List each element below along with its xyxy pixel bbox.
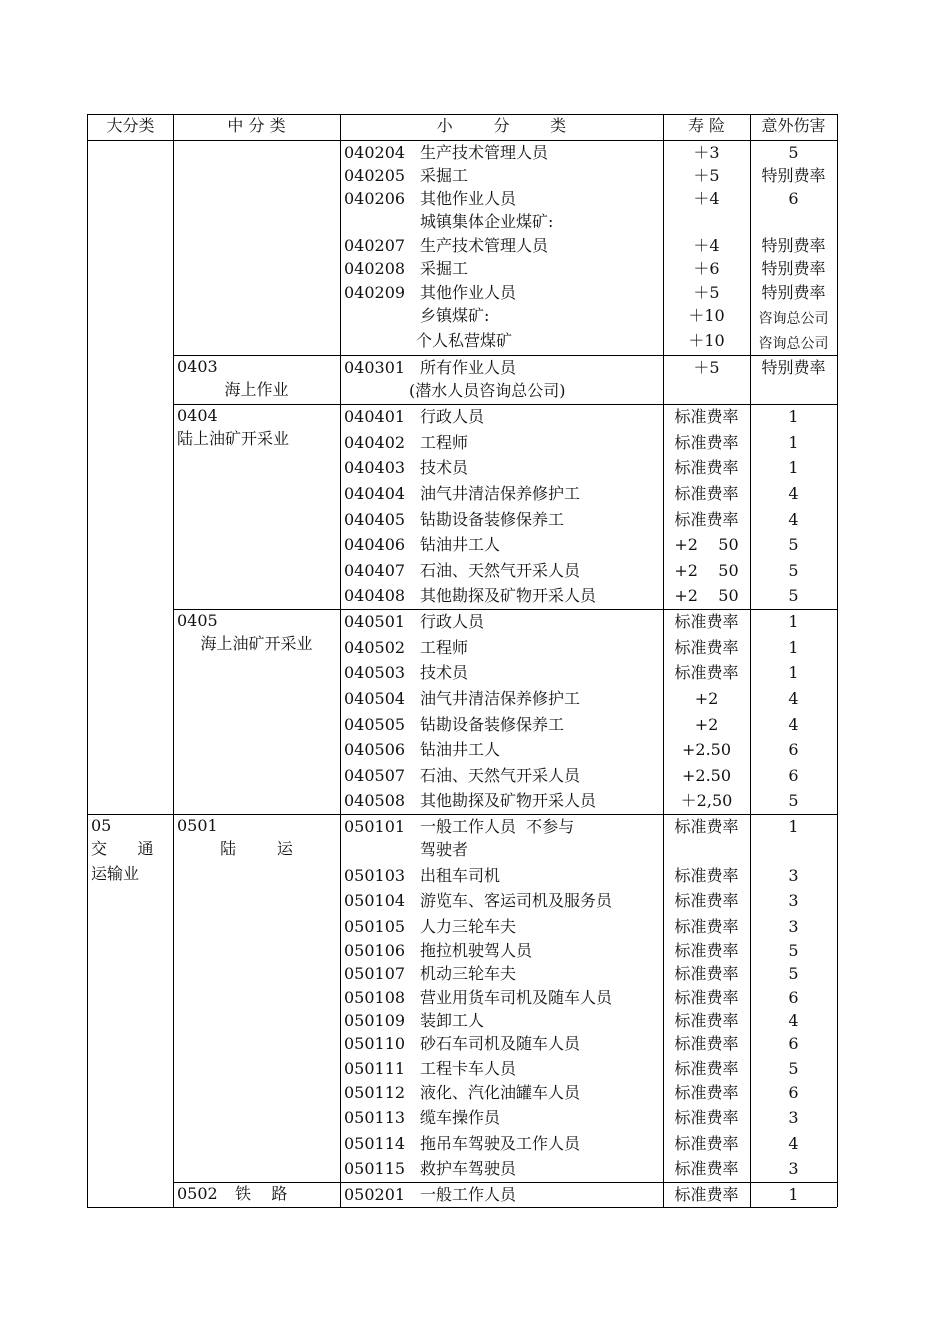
life-insurance-rate: 标准费率 bbox=[674, 663, 739, 682]
item-name: 缆车操作员 bbox=[420, 1108, 501, 1127]
item-name: 油气井清洁保养修护工 bbox=[420, 689, 581, 708]
group-separator bbox=[87, 814, 837, 815]
item-code: 050107 bbox=[344, 964, 406, 983]
item-name: 行政人员 bbox=[420, 612, 485, 631]
item-code: 050115 bbox=[344, 1159, 406, 1178]
life-insurance-rate: ＋3 bbox=[693, 143, 720, 162]
accident-insurance-rate: 1 bbox=[788, 817, 799, 836]
item-code: 050109 bbox=[344, 1011, 406, 1030]
item-name: 一般工作人员 bbox=[420, 1185, 517, 1204]
header-bottom-border bbox=[87, 140, 837, 141]
item-name: 钻勘设备装修保养工 bbox=[420, 715, 565, 734]
life-insurance-rate: ＋4 bbox=[693, 236, 720, 255]
accident-insurance-rate: 4 bbox=[788, 1134, 799, 1153]
item-code: 050201 bbox=[344, 1185, 406, 1204]
item-code: 040208 bbox=[344, 259, 406, 278]
column-rule bbox=[173, 114, 174, 1207]
life-insurance-rate: +2 50 bbox=[674, 561, 739, 580]
item-name: 城镇集体企业煤矿: bbox=[420, 212, 554, 231]
accident-insurance-rate: 6 bbox=[788, 1034, 799, 1053]
item-name: 石油、天然气开采人员 bbox=[420, 561, 581, 580]
item-code: 040401 bbox=[344, 407, 406, 426]
item-code: 050105 bbox=[344, 917, 406, 936]
item-code: 040505 bbox=[344, 715, 406, 734]
life-insurance-rate: +2 bbox=[694, 689, 719, 708]
life-insurance-rate: 标准费率 bbox=[674, 891, 739, 910]
item-name: 工程师 bbox=[420, 433, 469, 452]
item-name: 其他勘探及矿物开采人员 bbox=[420, 791, 597, 810]
life-insurance-rate: 标准费率 bbox=[674, 484, 739, 503]
accident-insurance-rate: 6 bbox=[788, 740, 799, 759]
accident-insurance-rate: 3 bbox=[788, 866, 799, 885]
life-insurance-rate: 标准费率 bbox=[674, 964, 739, 983]
accident-insurance-rate: 咨询总公司 bbox=[758, 336, 829, 352]
mid-category-code: 0403 bbox=[177, 357, 218, 376]
life-insurance-rate: +2.50 bbox=[681, 766, 732, 785]
item-code: 040402 bbox=[344, 433, 406, 452]
item-name: 救护车驾驶员 bbox=[420, 1159, 517, 1178]
accident-insurance-rate: 4 bbox=[788, 484, 799, 503]
life-insurance-rate: +2 50 bbox=[674, 535, 739, 554]
item-name: 装卸工人 bbox=[420, 1011, 485, 1030]
accident-insurance-rate: 特别费率 bbox=[761, 166, 826, 185]
life-insurance-rate: 标准费率 bbox=[674, 638, 739, 657]
life-insurance-rate: 标准费率 bbox=[674, 510, 739, 529]
item-name: 工程卡车人员 bbox=[420, 1059, 517, 1078]
item-name: 机动三轮车夫 bbox=[420, 964, 517, 983]
mid-category-name: 海上油矿开采业 bbox=[200, 634, 313, 653]
accident-insurance-rate: 3 bbox=[788, 1108, 799, 1127]
item-code: 040205 bbox=[344, 166, 406, 185]
life-insurance-rate: 标准费率 bbox=[674, 1059, 739, 1078]
life-insurance-rate: ＋4 bbox=[693, 189, 720, 208]
item-code: 050104 bbox=[344, 891, 406, 910]
mid-category-name: 铁 路 bbox=[235, 1184, 288, 1203]
accident-insurance-rate: 5 bbox=[788, 586, 799, 605]
accident-insurance-rate: 特别费率 bbox=[761, 259, 826, 278]
accident-insurance-rate: 5 bbox=[788, 791, 799, 810]
accident-insurance-rate: 1 bbox=[788, 458, 799, 477]
mid-category-name: 海上作业 bbox=[224, 380, 289, 399]
accident-insurance-rate: 3 bbox=[788, 917, 799, 936]
accident-insurance-rate: 特别费率 bbox=[761, 283, 826, 302]
item-code: 050112 bbox=[344, 1083, 406, 1102]
life-insurance-rate: 标准费率 bbox=[674, 917, 739, 936]
table-bottom-border bbox=[87, 1207, 837, 1208]
life-insurance-rate: 标准费率 bbox=[674, 433, 739, 452]
item-code: 050114 bbox=[344, 1134, 406, 1153]
mid-category-name: 陆上油矿开采业 bbox=[177, 429, 290, 448]
item-name: 个人私营煤矿 bbox=[416, 331, 513, 350]
group-separator bbox=[173, 404, 837, 405]
item-code: 050108 bbox=[344, 988, 406, 1007]
item-name: 技术员 bbox=[420, 458, 469, 477]
life-insurance-rate: 标准费率 bbox=[674, 612, 739, 631]
item-code: 040209 bbox=[344, 283, 406, 302]
table-top-border bbox=[87, 114, 837, 115]
life-insurance-rate: +2 50 bbox=[674, 586, 739, 605]
item-code: 040408 bbox=[344, 586, 406, 605]
life-insurance-rate: ＋2,50 bbox=[680, 791, 733, 810]
accident-insurance-rate: 1 bbox=[788, 612, 799, 631]
item-code: 050110 bbox=[344, 1034, 406, 1053]
mid-category-code: 0404 bbox=[177, 406, 218, 425]
mid-category-code: 0501 bbox=[177, 816, 218, 835]
item-code: 050101 bbox=[344, 817, 406, 836]
accident-insurance-rate: 4 bbox=[788, 510, 799, 529]
item-code: 040504 bbox=[344, 689, 406, 708]
accident-insurance-rate: 4 bbox=[788, 1011, 799, 1030]
column-rule bbox=[340, 114, 341, 1207]
accident-insurance-rate: 6 bbox=[788, 766, 799, 785]
item-code: 040403 bbox=[344, 458, 406, 477]
item-code: 040503 bbox=[344, 663, 406, 682]
item-code: 040405 bbox=[344, 510, 406, 529]
item-code: 040507 bbox=[344, 766, 406, 785]
accident-insurance-rate: 3 bbox=[788, 1159, 799, 1178]
item-name: 人力三轮车夫 bbox=[420, 917, 517, 936]
item-name: 生产技术管理人员 bbox=[420, 143, 549, 162]
item-name: 石油、天然气开采人员 bbox=[420, 766, 581, 785]
life-insurance-rate: 标准费率 bbox=[674, 458, 739, 477]
accident-insurance-rate: 3 bbox=[788, 891, 799, 910]
item-name: 其他作业人员 bbox=[420, 283, 517, 302]
mid-category-name: 陆 运 bbox=[220, 839, 293, 858]
item-name: 营业用货车司机及随车人员 bbox=[420, 988, 613, 1007]
item-name: 采掘工 bbox=[420, 259, 469, 278]
item-name: 驾驶者 bbox=[420, 840, 469, 859]
item-name: 油气井清洁保养修护工 bbox=[420, 484, 581, 503]
item-code: 040207 bbox=[344, 236, 406, 255]
accident-insurance-rate: 5 bbox=[788, 143, 799, 162]
life-insurance-rate: +2 bbox=[694, 715, 719, 734]
item-name: 钻油井工人 bbox=[420, 535, 501, 554]
header-life-insurance: 寿 险 bbox=[687, 116, 726, 135]
accident-insurance-rate: 4 bbox=[788, 715, 799, 734]
item-code: 040501 bbox=[344, 612, 406, 631]
column-rule bbox=[87, 114, 88, 1207]
item-name: 生产技术管理人员 bbox=[420, 236, 549, 255]
item-code: 040206 bbox=[344, 189, 406, 208]
life-insurance-rate: 标准费率 bbox=[674, 988, 739, 1007]
item-name: 采掘工 bbox=[420, 166, 469, 185]
life-insurance-rate: 标准费率 bbox=[674, 817, 739, 836]
accident-insurance-rate: 5 bbox=[788, 941, 799, 960]
accident-insurance-rate: 5 bbox=[788, 964, 799, 983]
item-name: 游览车、客运司机及服务员 bbox=[420, 891, 613, 910]
life-insurance-rate: ＋10 bbox=[688, 306, 725, 325]
accident-insurance-rate: 1 bbox=[788, 1185, 799, 1204]
life-insurance-rate: 标准费率 bbox=[674, 866, 739, 885]
life-insurance-rate: 标准费率 bbox=[674, 1011, 739, 1030]
accident-insurance-rate: 4 bbox=[788, 689, 799, 708]
item-name: 所有作业人员 bbox=[420, 358, 517, 377]
item-name: 其他作业人员 bbox=[420, 189, 517, 208]
group-separator bbox=[173, 355, 837, 356]
life-insurance-rate: 标准费率 bbox=[674, 1108, 739, 1127]
item-name: 一般工作人员 不参与 bbox=[420, 817, 575, 836]
accident-insurance-rate: 5 bbox=[788, 535, 799, 554]
item-name: 液化、汽化油罐车人员 bbox=[420, 1083, 581, 1102]
group-separator bbox=[173, 609, 837, 610]
item-name: (潜水人员咨询总公司) bbox=[409, 381, 566, 400]
item-code: 040502 bbox=[344, 638, 406, 657]
item-code: 040204 bbox=[344, 143, 406, 162]
life-insurance-rate: ＋5 bbox=[693, 166, 720, 185]
mid-category-code: 0405 bbox=[177, 611, 218, 630]
item-name: 乡镇煤矿: bbox=[420, 306, 490, 325]
life-insurance-rate: ＋6 bbox=[693, 259, 720, 278]
accident-insurance-rate: 6 bbox=[788, 988, 799, 1007]
item-code: 040506 bbox=[344, 740, 406, 759]
item-name: 砂石车司机及随车人员 bbox=[420, 1034, 581, 1053]
item-code: 050111 bbox=[344, 1059, 406, 1078]
item-name: 其他勘探及矿物开采人员 bbox=[420, 586, 597, 605]
item-name: 技术员 bbox=[420, 663, 469, 682]
header-accident-insurance: 意外伤害 bbox=[761, 116, 826, 135]
item-code: 040406 bbox=[344, 535, 406, 554]
column-rule bbox=[837, 114, 838, 1207]
item-name: 钻油井工人 bbox=[420, 740, 501, 759]
life-insurance-rate: 标准费率 bbox=[674, 1134, 739, 1153]
item-code: 040404 bbox=[344, 484, 406, 503]
accident-insurance-rate: 特别费率 bbox=[761, 236, 826, 255]
life-insurance-rate: ＋5 bbox=[693, 283, 720, 302]
item-name: 拖吊车驾驶及工作人员 bbox=[420, 1134, 581, 1153]
accident-insurance-rate: 特别费率 bbox=[761, 358, 826, 377]
accident-insurance-rate: 1 bbox=[788, 407, 799, 426]
item-code: 040508 bbox=[344, 791, 406, 810]
item-code: 050103 bbox=[344, 866, 406, 885]
header-major-category: 大分类 bbox=[106, 116, 155, 135]
accident-insurance-rate: 1 bbox=[788, 638, 799, 657]
accident-insurance-rate: 1 bbox=[788, 663, 799, 682]
accident-insurance-rate: 1 bbox=[788, 433, 799, 452]
item-code: 050113 bbox=[344, 1108, 406, 1127]
item-code: 040407 bbox=[344, 561, 406, 580]
major-category-name-line2: 运输业 bbox=[91, 864, 140, 883]
item-code: 050106 bbox=[344, 941, 406, 960]
mid-category-code: 0502 bbox=[177, 1184, 218, 1203]
item-name: 出租车司机 bbox=[420, 866, 501, 885]
life-insurance-rate: 标准费率 bbox=[674, 1185, 739, 1204]
life-insurance-rate: 标准费率 bbox=[674, 1083, 739, 1102]
item-name: 钻勘设备装修保养工 bbox=[420, 510, 565, 529]
header-mid-category: 中 分 类 bbox=[227, 116, 286, 135]
header-minor-category: 小 分 类 bbox=[436, 116, 567, 135]
item-name: 行政人员 bbox=[420, 407, 485, 426]
accident-insurance-rate: 5 bbox=[788, 561, 799, 580]
life-insurance-rate: 标准费率 bbox=[674, 407, 739, 426]
group-separator bbox=[173, 1182, 837, 1183]
item-name: 拖拉机驶驾人员 bbox=[420, 941, 533, 960]
accident-insurance-rate: 咨询总公司 bbox=[758, 311, 829, 327]
life-insurance-rate: +2.50 bbox=[681, 740, 732, 759]
accident-insurance-rate: 6 bbox=[788, 1083, 799, 1102]
life-insurance-rate: 标准费率 bbox=[674, 1159, 739, 1178]
item-code: 040301 bbox=[344, 358, 406, 377]
life-insurance-rate: ＋5 bbox=[693, 358, 720, 377]
accident-insurance-rate: 5 bbox=[788, 1059, 799, 1078]
life-insurance-rate: ＋10 bbox=[688, 331, 725, 350]
life-insurance-rate: 标准费率 bbox=[674, 941, 739, 960]
life-insurance-rate: 标准费率 bbox=[674, 1034, 739, 1053]
item-name: 工程师 bbox=[420, 638, 469, 657]
accident-insurance-rate: 6 bbox=[788, 189, 799, 208]
major-category-name-line1: 交 通 bbox=[91, 839, 154, 858]
major-category-code: 05 bbox=[91, 816, 112, 835]
